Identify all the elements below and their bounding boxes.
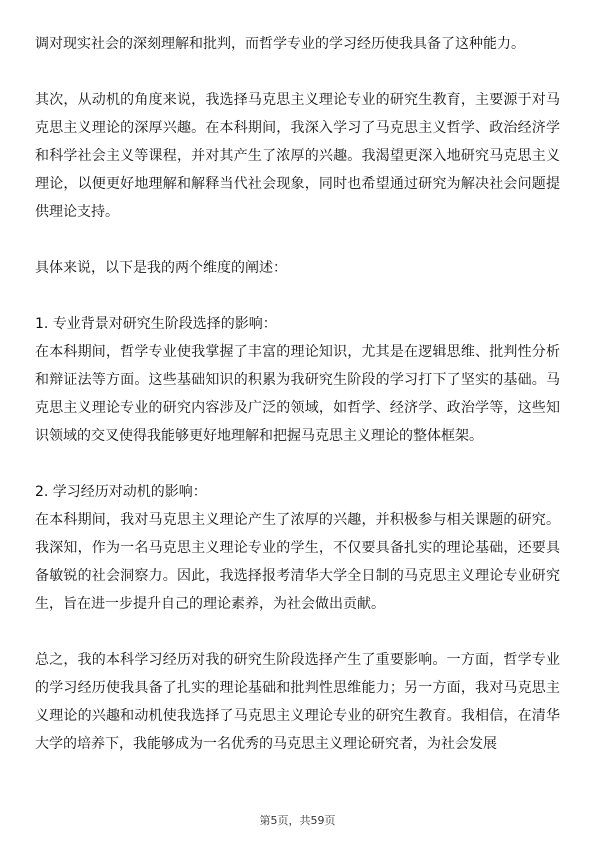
- page-footer: 第5页，共59页: [259, 814, 336, 827]
- paragraph-gap: [35, 282, 560, 310]
- document-body: [35, 30, 560, 758]
- paragraph-gap: [35, 618, 560, 646]
- paragraph-3: 具体来说，以下是我的两个维度的阐述：: [35, 260, 287, 276]
- paragraph-6: 总之，我的本科学习经历对我的研究生阶段选择产生了重要影响。一方面，哲学专业的学习经历使我具备了扎实的理论基础和批判性思维能力；另一方面，我对马克思主义理论的兴趣和动机使我选择了马克思主义理论专业的研究生教育。我相信，在清华大学的培养下，我能够成为一名优秀的马克思主义理论研究者，为社会发展: [35, 652, 560, 752]
- paragraph-gap: [35, 226, 560, 254]
- paragraph-1: 调对现实社会的深刻理解和批判，而哲学专业的学习经历使我具备了这种能力。: [35, 36, 525, 52]
- paragraph-4: 1. 专业背景对研究生阶段选择的影响： 在本科期间，哲学专业使我掌握了丰富的理论知识，尤其是在逻辑思维、批判性分析和辩证法等方面。这些基础知识的积累为我研究生阶段的学习打下了坚实的基础。马克思主义理论专业的研究内容涉及广泛的领域，如哲学、经济学、政治学等，这些知识领域的交叉使得我能够更好地理解和把握马克思主义理论的整体框架。: [35, 316, 560, 444]
- paragraph-2: 其次，从动机的角度来说，我选择马克思主义理论专业的研究生教育，主要源于对马克思主义理论的深厚兴趣。在本科期间，我深入学习了马克思主义哲学、政治经济学和科学社会主义等课程，并对其产生了浓厚的兴趣。我渴望更深入地研究马克思主义理论，以便更好地理解和解释当代社会现象，同时也希望通过研究为解决社会问题提供理论支持。: [35, 92, 560, 220]
- paragraph-5: 2. 学习经历对动机的影响： 在本科期间，我对马克思主义理论产生了浓厚的兴趣，并积极参与相关课题的研究。我深知，作为一名马克思主义理论专业的学生，不仅要具备扎实的理论基础，还要具备敏锐的社会洞察力。因此，我选择报考清华大学全日制的马克思主义理论专业研究生，旨在进一步提升自己的理论素养，为社会做出贡献。: [35, 484, 560, 612]
- paragraph-gap: [35, 450, 560, 478]
- paragraph-gap: [35, 58, 560, 86]
